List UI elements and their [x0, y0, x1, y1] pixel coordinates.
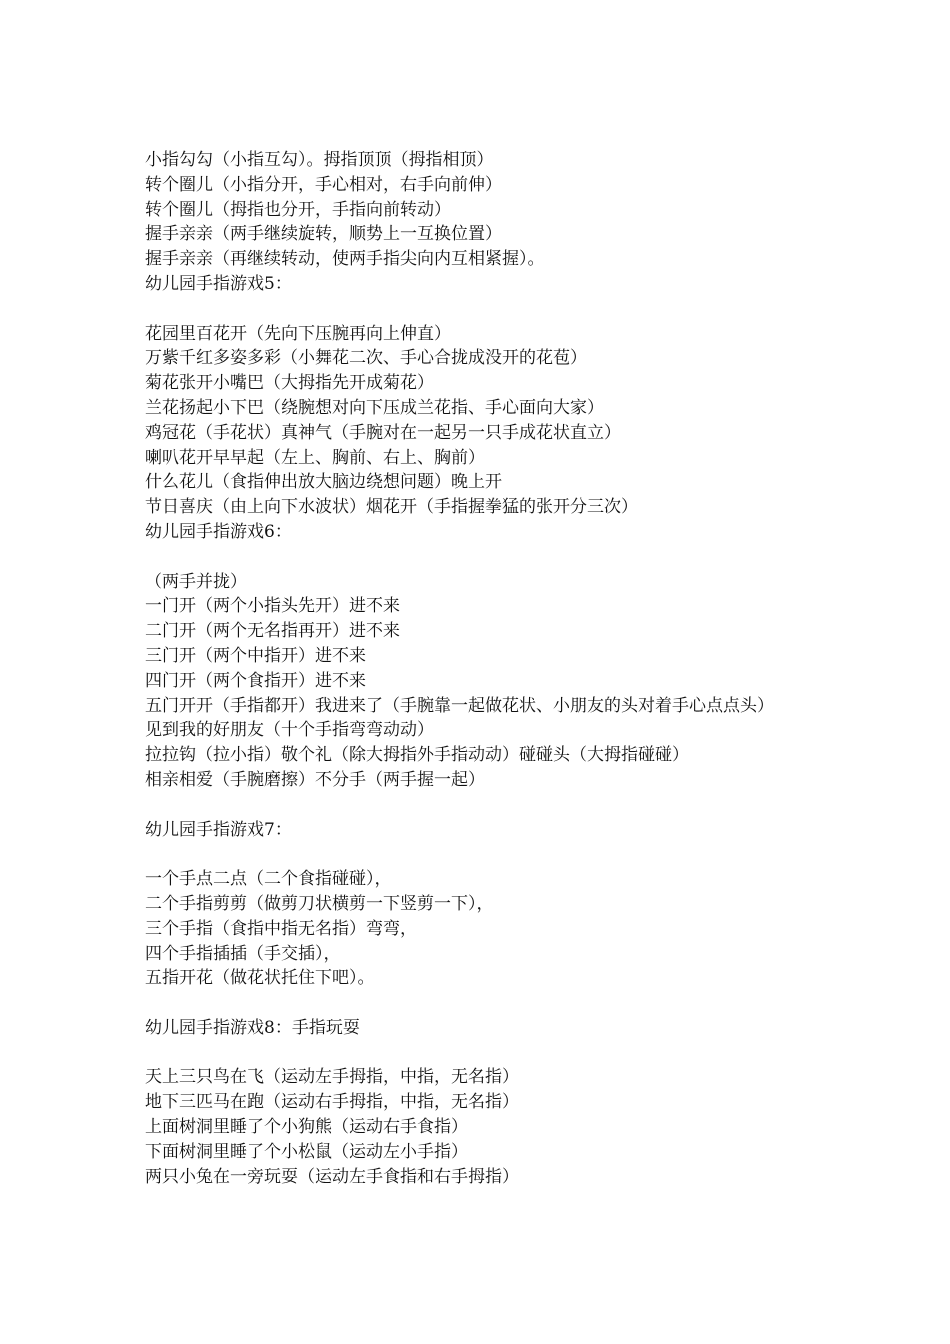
text-line: 万紫千红多姿多彩（小舞花二次、手心合拢成没开的花苞） [145, 348, 587, 369]
text-line: 上面树洞里睡了个小狗熊（运动右手食指） [145, 1117, 468, 1138]
text-line: 鸡冠花（手花状）真神气（手腕对在一起另一只手成花状直立） [145, 422, 621, 443]
section-heading: 幼儿园手指游戏8：手指玩耍 [145, 1017, 360, 1038]
document-body [145, 148, 825, 1189]
section-heading: 幼儿园手指游戏6： [145, 521, 292, 542]
text-line: 花园里百花开（先向下压腕再向上伸直） [145, 323, 451, 344]
blank-line [145, 297, 825, 322]
section-heading: 幼儿园手指游戏5： [145, 273, 292, 294]
text-line: 四门开（两个食指开）进不来 [145, 670, 366, 691]
section-heading: 幼儿园手指游戏7： [145, 819, 292, 840]
text-line: 二门开（两个无名指再开）进不来 [145, 621, 400, 642]
text-line: 四个手指插插（手交插）， [145, 943, 341, 964]
text-line: 地下三匹马在跑（运动右手拇指，中指，无名指） [145, 1092, 519, 1113]
blank-line [145, 991, 825, 1016]
text-line: 拉拉钩（拉小指）敬个礼（除大拇指外手指动动）碰碰头（大拇指碰碰） [145, 745, 689, 766]
text-line: 小指勾勾（小指互勾）。拇指顶顶（拇指相顶） [145, 150, 494, 170]
text-line: 天上三只鸟在飞（运动左手拇指，中指，无名指） [145, 1067, 519, 1088]
text-line: 下面树洞里睡了个小松鼠（运动左小手指） [145, 1141, 468, 1162]
blank-line [145, 1041, 825, 1066]
text-line: 节日喜庆（由上向下水波状）烟花开（手指握拳猛的张开分三次） [145, 497, 638, 518]
text-line: 三个手指（食指中指无名指）弯弯， [145, 918, 417, 939]
text-line: 菊花张开小嘴巴（大拇指先开成菊花） [145, 373, 434, 394]
text-line: 三门开（两个中指开）进不来 [145, 645, 366, 666]
text-line: 什么花儿（食指伸出放大脑边绕想问题）晚上开 [145, 472, 502, 493]
text-line: 一个手点二点（二个食指碰碰）， [145, 869, 392, 890]
text-line: 一门开（两个小指头先开）进不来 [145, 596, 400, 617]
blank-line [145, 545, 825, 570]
text-line: 转个圈儿（拇指也分开，手指向前转动） [145, 199, 451, 220]
text-line: 相亲相爱（手腕磨擦）不分手（两手握一起） [145, 769, 485, 790]
text-line: 两只小兔在一旁玩耍（运动左手食指和右手拇指） [145, 1166, 519, 1187]
text-line: 兰花扬起小下巴（绕腕想对向下压成兰花指、手心面向大家） [145, 397, 604, 418]
blank-line [145, 842, 825, 867]
text-line: 五指开花（做花状托住下吧）。 [145, 968, 375, 989]
blank-line [145, 793, 825, 818]
text-line: 握手亲亲（再继续转动，使两手指尖向内互相紧握）。 [145, 249, 545, 270]
text-line: 转个圈儿（小指分开，手心相对，右手向前伸） [145, 174, 502, 195]
text-line: 见到我的好朋友（十个手指弯弯动动） [145, 720, 434, 741]
text-line: （两手并拢） [145, 571, 247, 592]
text-line: 五门开开（手指都开）我进来了（手腕靠一起做花状、小朋友的头对着手心点点头） [145, 695, 774, 716]
text-line: 喇叭花开早早起（左上、胸前、右上、胸前） [145, 447, 485, 468]
text-line: 握手亲亲（两手继续旋转，顺势上一互换位置） [145, 224, 502, 245]
text-line: 二个手指剪剪（做剪刀状横剪一下竖剪一下）， [145, 893, 494, 914]
